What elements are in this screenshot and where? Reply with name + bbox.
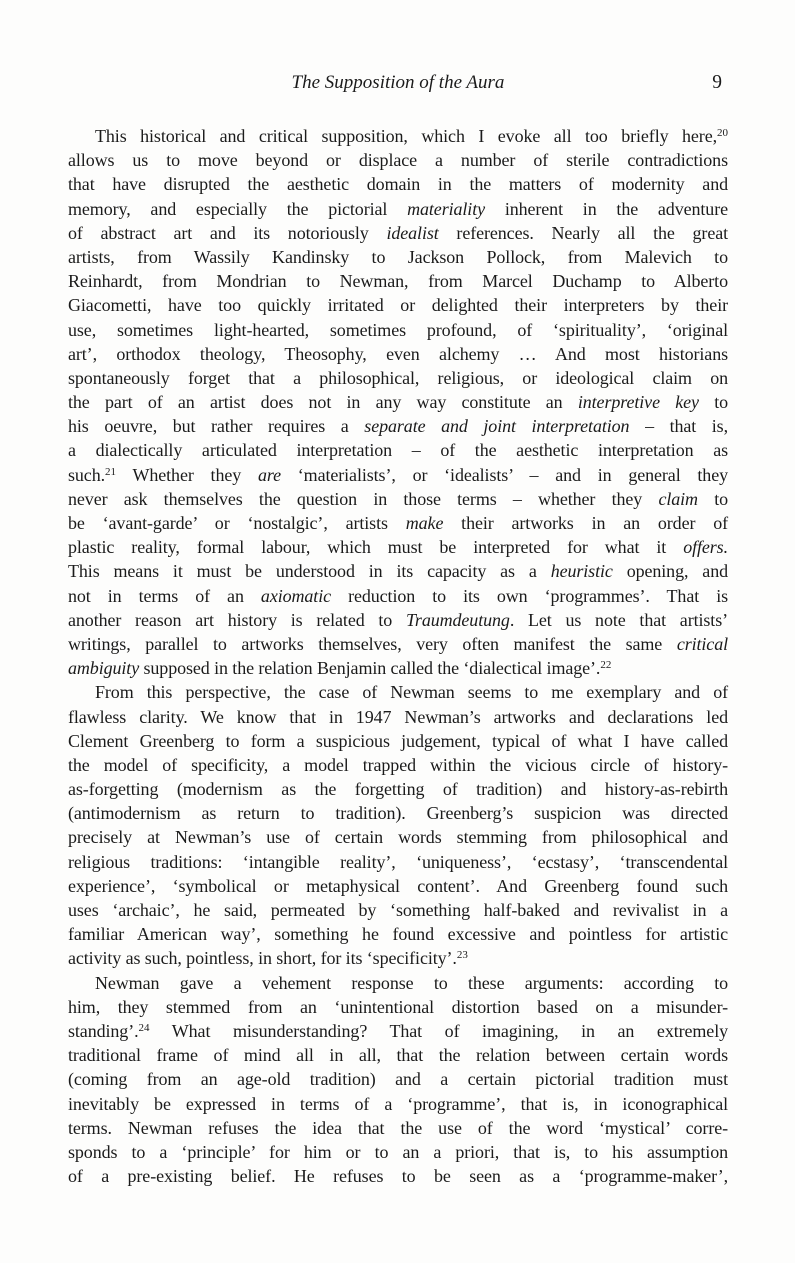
paragraph [68,124,728,680]
text-line: This means it must be understood in its capacity as a heuristic opening, and [68,561,728,582]
text-line: of a pre-existing belief. He refuses to be seen as a ‘programme-maker’, [68,1166,728,1187]
text-line: not in terms of an axiomatic reduction to its own ‘programmes’. That is [68,585,729,606]
text-line: the model of specificity, a model trapped within the vicious circle of history- [68,754,728,775]
text-line: activity as such, pointless, in short, for its ‘specificity’.$^{23}$ [68,948,468,969]
text-line: that have disrupted the aesthetic domain in the matters of modernity and [68,174,728,195]
text-line: sponds to a ‘principle’ for him or to an a priori, that is, to his assumption [68,1141,728,1162]
text-line: (antimodernism as return to tradition). Greenberg’s suspicion was directed [68,803,728,824]
text-line: ambiguity supposed in the relation Benjamin called the ‘dialectical image’.$^{22}$ [68,658,612,679]
text-line: standing’.$^{24}$ What misunderstanding? That of imagining, in an extremely [68,1020,728,1041]
text-line: terms. Newman refuses the idea that the use of the word ‘mystical’ corre- [68,1117,728,1138]
text-line: writings, parallel to artworks themselves, very often manifest the same critical [68,633,728,654]
text-line: flawless clarity. We know that in 1947 Newman’s artworks and declarations led [68,706,728,727]
text-line: Clement Greenberg to form a suspicious judgement, typical of what I have called [68,730,728,751]
text-line: uses ‘archaic’, he said, permeated by ‘something half-baked and revivalist in a [68,900,728,920]
text-line: From this perspective, the case of Newman seems to me exemplary and of [95,682,728,703]
text-line: such.$^{21}$ Whether they are ‘materialists’, or ‘idealists’ – and in general they [68,464,728,485]
text-line: the part of an artist does not in any way constitute an interpretive key to [68,392,729,413]
text-line: memory, and especially the pictorial materiality inherent in the adventure [68,198,728,219]
text-line: precisely at Newman’s use of certain words stemming from philosophical and [68,827,728,848]
text-line: Reinhardt, from Mondrian to Newman, from Marcel Duchamp to Alberto [68,271,728,292]
text-line: another reason art history is related to Traumdeutung. Let us note that artists’ [68,609,728,630]
text-line: art’, orthodox theology, Theosophy, even alchemy … And most historians [68,343,728,364]
running-head-title: The Supposition of the Aura [291,72,505,93]
text-line: allows us to move beyond or displace a number of sterile contradictions [68,150,728,171]
text-line: artists, from Wassily Kandinsky to Jackson Pollock, from Malevich to [68,246,728,267]
page-body [68,124,728,1188]
page-number: 9 [712,72,722,93]
text-line: Newman gave a vehement response to these arguments: according to [95,972,728,993]
text-line: traditional frame of mind all in all, that the relation between certain words [68,1045,728,1066]
text-line: Giacometti, have too quickly irritated or delighted their interpreters by their [68,295,728,316]
text-line: his oeuvre, but rather requires a separate and joint interpretation – that is, [68,416,728,437]
text-line: him, they stemmed from an ‘unintentional distortion based on a misunder- [68,996,728,1017]
text-line: familiar American way’, something he found excessive and pointless for artistic [68,924,728,945]
text-line: experience’, ‘symbolical or metaphysical content’. And Greenberg found such [68,875,728,896]
text-line: plastic reality, formal labour, which must be interpreted for what it offers. [68,537,728,558]
text-line: This historical and critical supposition, which I evoke all too briefly here,$^{20}$ [95,126,728,146]
page-header [68,71,728,97]
text-line: as-forgetting (modernism as the forgetting of tradition) and history-as-rebirth [68,779,728,800]
text-line: inevitably be expressed in terms of a ‘programme’, that is, in iconographical [68,1093,728,1114]
text-line: never ask themselves the question in those terms – whether they claim to [68,488,728,509]
text-line: spontaneously forget that a philosophical, religious, or ideological claim on [68,367,728,388]
paragraph [68,971,728,1189]
text-line: use, sometimes light-hearted, sometimes profound, of ‘spirituality’, ‘original [68,319,728,340]
text-line: a dialectically articulated interpretation – of the aesthetic interpretation as [68,440,728,461]
text-line: be ‘avant-garde’ or ‘nostalgic’, artists make their artworks in an order of [68,513,729,533]
text-line: of abstract art and its notoriously idealist references. Nearly all the great [68,222,728,243]
text-line: religious traditions: ‘intangible reality’, ‘uniqueness’, ‘ecstasy’, ‘transcendental [68,851,728,872]
paragraph [68,680,728,970]
text-line: (coming from an age-old tradition) and a certain pictorial tradition must [68,1069,728,1090]
